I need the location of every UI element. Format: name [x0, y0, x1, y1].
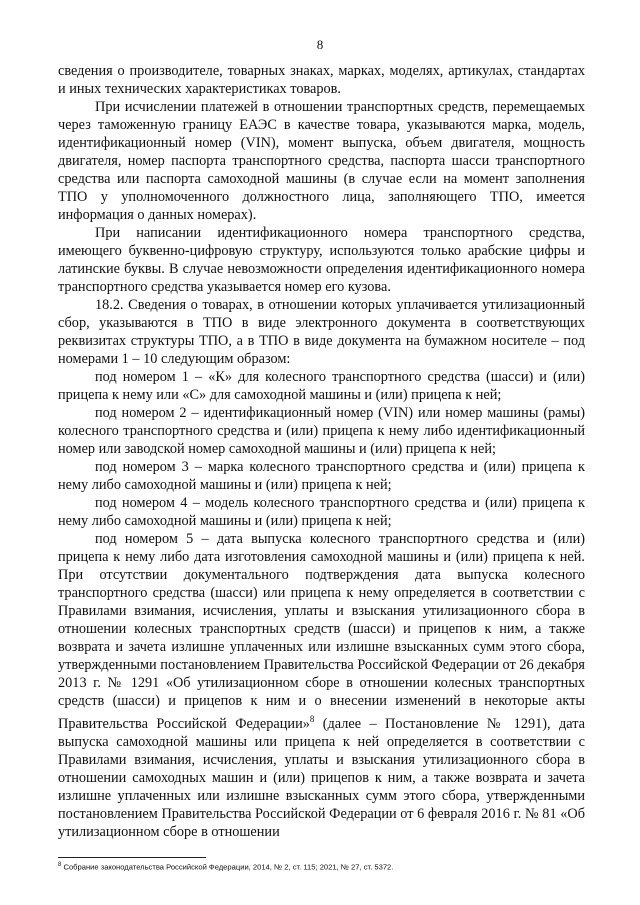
paragraph-section-18-2: 18.2. Сведения о товарах, в отношении которых уплачивается утилизационный сбор, указываются в ТПО в виде электронного документа в соответствующих реквизитах структуры ТПО, а в ТПО в виде документа на бумажном носителе – под номерами 1 – 10 следующим образом: [58, 297, 585, 367]
paragraph-item-4: под номером 4 – модель колесного транспортного средства и (или) прицепа к нему либо самоходной машины и (или) прицепа к ней; [58, 495, 585, 529]
document-body [58, 62, 585, 841]
footnote [58, 860, 585, 873]
item-5-text-start: под номером 5 – дата выпуска колесного транспортного средства и (или) прицепа к нему либо дата изготовления самоходной машины и (или) прицепа к ней. При отсутствии документального подтверждения дата выпуска колесного транспортного средства (шасси) или прицепа к нему определяется в соответствии с Правилами взимания, исчисления, уплаты и взыскания утилизационного сбора в отношении колесных транспортных средств (шасси) и прицепов к ним, а также возврата и зачета излишне уплаченных или излишне взысканных сумм этого сбора, утвержденными постановлением Правительства Российской Федерации от 26 декабря 2013 г. № 1291 «Об утилизационном сборе в отношении колесных транспортных средств (шасси) и прицепов к ним и о внесении изменений в некоторые акты Правительства Российской Федерации» [58, 531, 585, 732]
paragraph-vehicle-payments: При исчислении платежей в отношении транспортных средств, перемещаемых через таможенную границу ЕАЭС в качестве товара, указываются марка, модель, идентификационный номер (VIN), момент выпуска, объем двигателя, мощность двигателя, номер паспорта транспортного средства, паспорта шасси транспортного средства или паспорта самоходной машины (в случае если на момент заполнения ТПО у уполномоченного должностного лица, заполняющего ТПО, имеется информация о данных номерах). [58, 99, 585, 223]
footnote-divider [58, 857, 206, 858]
paragraph-item-2: под номером 2 – идентификационный номер (VIN) или номер машины (рамы) колесного транспортного средства и (или) прицепа к нему либо идентификационный номер или заводской номер самоходной машины и (или) прицепа к ней; [58, 405, 585, 457]
paragraph-manufacturer-info: сведения о производителе, товарных знаках, марках, моделях, артикулах, стандартах и иных технических характеристиках товаров. [58, 63, 585, 97]
footnote-text: Собрание законодательства Российской Федерации, 2014, № 2, ст. 115; 2021, № 27, ст. 5372. [61, 862, 394, 872]
page-number: 8 [316, 37, 324, 52]
footnote-mark: 8 [58, 862, 62, 868]
paragraph-item-5 [58, 530, 585, 841]
paragraph-item-3: под номером 3 – марка колесного транспортного средства и (или) прицепа к нему либо самоходной машины и (или) прицепа к ней; [58, 459, 585, 493]
footnote-reference: 8 [309, 714, 315, 724]
item-5-text-end: (далее – Постановление № 1291), дата выпуска самоходной машины или прицепа к ней определяется в соответствии с Правилами взимания, исчисления, уплаты и взыскания утилизационного сбора в отношении самоходных машин и (или) прицепов к ним, а также возврата и зачета излишне уплаченных или излишне взысканных сумм этого сбора, утвержденными постановлением Правительства Российской Федерации от 6 февраля 2016 г. № 81 «Об утилизационном сборе в отношении [58, 715, 585, 840]
paragraph-vin-format: При написании идентификационного номера транспортного средства, имеющего буквенно-цифровую структуру, используются только арабские цифры и латинские буквы. В случае невозможности определения идентификационного номера транспортного средства указывается номер его кузова. [58, 225, 585, 295]
paragraph-item-1: под номером 1 – «К» для колесного транспортного средства (шасси) и (или) прицепа к нему или «С» для самоходной машины и (или) прицепа к ней; [58, 369, 585, 403]
